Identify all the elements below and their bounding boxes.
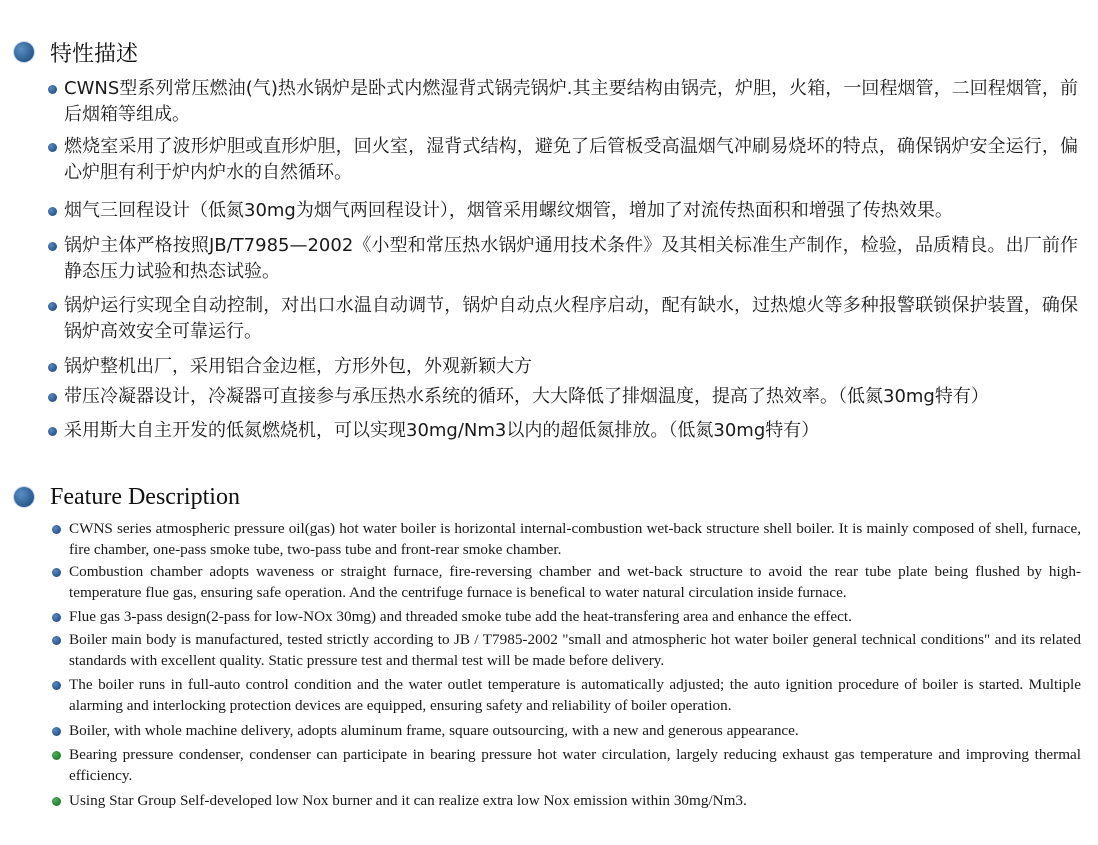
bullet-icon	[52, 568, 61, 577]
list-item-text: Boiler, with whole machine delivery, adopts aluminum frame, square outsourcing, with a new and generous appearance.	[69, 722, 799, 739]
bullet-icon	[52, 525, 61, 534]
list-item-text: 锅炉整机出厂，采用铝合金边框，方形外包，外观新颖大方	[64, 356, 532, 377]
list-item	[48, 518, 1082, 560]
list-item	[48, 606, 1082, 627]
list-item-text: The boiler runs in full-auto control condition and the water outlet temperature is automatically adjusted; the auto ignition procedure of boiler is started. Multiple alarming and interlocking protection devices are equipped, ensuring safety and reliability of boiler operation.	[69, 676, 1081, 714]
bullet-icon	[48, 363, 57, 372]
list-item-text: 锅炉运行实现全自动控制，对出口水温自动调节，锅炉自动点火程序启动，配有缺水，过热熄火等多种报警联锁保护装置，确保锅炉高效安全可靠运行。	[64, 295, 1078, 342]
bullet-icon	[52, 727, 61, 736]
list-item-text: 燃烧室采用了波形炉胆或直形炉胆，回火室，湿背式结构，避免了后管板受高温烟气冲刷易烧坏的特点，确保锅炉安全运行，偏心炉胆有利于炉内炉水的自然循环。	[64, 136, 1078, 183]
bullet-icon	[48, 85, 57, 94]
list-item-text: CWNS series atmospheric pressure oil(gas) hot water boiler is horizontal internal-combustion wet-back structure shell boiler. It is mainly composed of shell, furnace, fire chamber, one-pass smoke tube, two-pass tube and front-rear smoke chamber.	[69, 520, 1081, 558]
list-item-text: Using Star Group Self-developed low Nox burner and it can realize extra low Nox emission within 30mg/Nm3.	[69, 792, 747, 809]
list-item	[48, 384, 1082, 410]
chinese-heading	[14, 36, 138, 68]
list-item-text: 带压冷凝器设计，冷凝器可直接参与承压热水系统的循环，大大降低了排烟温度，提高了热效率。（低氮30mg特有）	[64, 386, 989, 407]
list-item	[48, 198, 1082, 224]
list-item	[48, 790, 1082, 811]
heading-bullet-icon	[14, 42, 34, 62]
list-item-text: 锅炉主体严格按照JB/T7985—2002《小型和常压热水锅炉通用技术条件》及其相关标准生产制作，检验，品质精良。出厂前作静态压力试验和热态试验。	[64, 235, 1078, 282]
bullet-icon	[48, 302, 57, 311]
english-heading	[14, 481, 240, 513]
list-item	[48, 134, 1082, 186]
list-item	[48, 629, 1082, 671]
bullet-icon	[48, 143, 57, 152]
list-item	[48, 293, 1082, 345]
heading-bullet-icon	[14, 487, 34, 507]
chinese-heading-text: 特性描述	[50, 41, 139, 67]
list-item	[48, 744, 1082, 786]
bullet-icon	[48, 427, 57, 436]
list-item	[48, 561, 1082, 603]
bullet-icon	[48, 207, 57, 216]
bullet-icon	[48, 393, 57, 402]
bullet-icon	[52, 636, 61, 645]
list-item	[48, 76, 1082, 128]
list-item	[48, 720, 1082, 741]
list-item	[48, 354, 1082, 380]
bullet-icon	[52, 797, 61, 806]
list-item-text: Bearing pressure condenser, condenser can participate in bearing pressure hot water circulation, largely reducing exhaust gas temperature and improving thermal efficiency.	[69, 746, 1081, 784]
bullet-icon	[52, 613, 61, 622]
list-item-text: 烟气三回程设计（低氮30mg为烟气两回程设计），烟管采用螺纹烟管，增加了对流传热面积和增强了传热效果。	[64, 200, 953, 221]
bullet-icon	[52, 751, 61, 760]
list-item-text: Boiler main body is manufactured, tested strictly according to JB / T7985-2002 "small and atmospheric hot water boiler general technical conditions" and its related standards with excellent quality. Static pressure test and thermal test will be made before delivery.	[69, 631, 1081, 669]
list-item-text: Combustion chamber adopts waveness or straight furnace, fire-reversing chamber and wet-back structure to avoid the rear tube plate being flushed by high-temperature flue gas, ensuring safe operation. And the centrifuge furnace is benefical to water natural circulation inside furnace.	[69, 563, 1081, 601]
list-item	[48, 674, 1082, 716]
list-item	[48, 233, 1082, 285]
bullet-icon	[48, 242, 57, 251]
list-item-text: Flue gas 3-pass design(2-pass for low-NOx 30mg) and threaded smoke tube add the heat-transfering area and enhance the effect.	[69, 608, 852, 625]
list-item	[48, 418, 1082, 444]
bullet-icon	[52, 681, 61, 690]
english-heading-text: Feature Description	[50, 483, 240, 510]
list-item-text: 采用斯大自主开发的低氮燃烧机，可以实现30mg/Nm3以内的超低氮排放。（低氮30mg特有）	[64, 420, 820, 441]
list-item-text: CWNS型系列常压燃油(气)热水锅炉是卧式内燃湿背式锅壳锅炉.其主要结构由锅壳，炉胆，火箱，一回程烟管，二回程烟管，前后烟箱等组成。	[64, 78, 1078, 125]
